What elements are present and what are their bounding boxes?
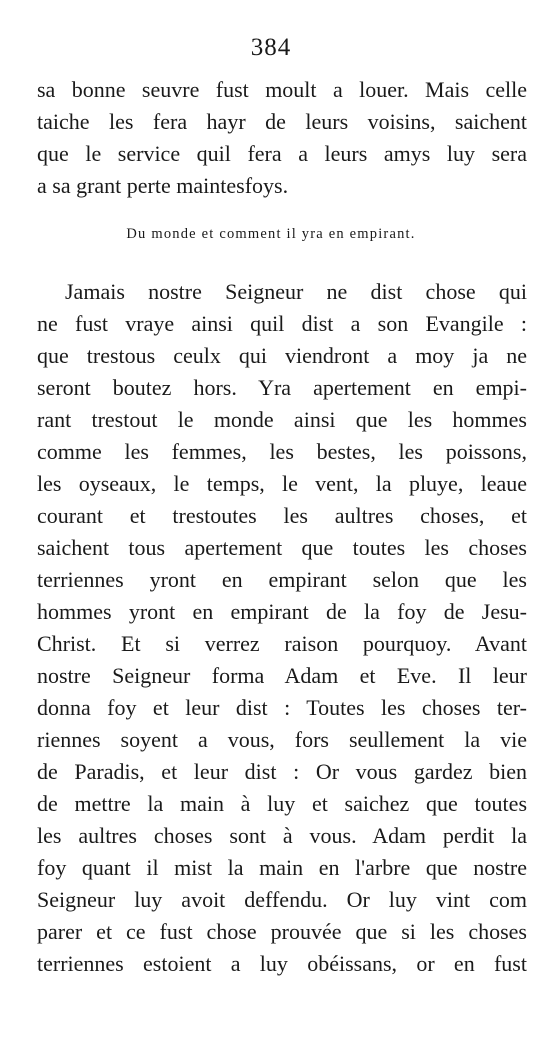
- text-line: de mettre la main à luy et saichez que toutes: [37, 791, 527, 816]
- text-line: riennes soyent a vous, fors seullement la vie: [37, 727, 527, 752]
- text-line: courant et trestoutes les aultres choses, et: [37, 503, 527, 528]
- text-line: taiche les fera hayr de leurs voisins, saichent: [37, 109, 527, 134]
- text-line: Christ. Et si verrez raison pourquoy. Avant: [37, 631, 527, 656]
- text-line: que le service quil fera a leurs amys luy sera: [37, 141, 527, 166]
- text-line: sa bonne seuvre fust moult a louer. Mais celle: [37, 77, 527, 102]
- text-line: donna foy et leur dist : Toutes les choses ter-: [37, 695, 527, 720]
- text-line: que trestous ceulx qui viendront a moy ja ne: [37, 343, 527, 368]
- text-line: les oyseaux, le temps, le vent, la pluye, leaue: [37, 471, 527, 496]
- text-line: parer et ce fust chose prouvée que si les choses: [37, 919, 527, 944]
- text-line: Jamais nostre Seigneur ne dist chose qui: [65, 279, 527, 304]
- page-number: 384: [250, 34, 292, 61]
- section-heading: Du monde et comment il yra en empirant.: [126, 226, 416, 242]
- text-line: hommes yront en empirant de la foy de Jesu-: [37, 599, 527, 624]
- text-line: saichent tous apertement que toutes les choses: [37, 535, 527, 560]
- text-line: ne fust vraye ainsi quil dist a son Evangile :: [37, 311, 527, 336]
- paragraph-continuation: [37, 74, 527, 202]
- text-line: rant trestout le monde ainsi que les hommes: [37, 407, 527, 432]
- text-line: comme les femmes, les bestes, les poissons,: [37, 439, 527, 464]
- paragraph-main: [37, 276, 527, 980]
- text-line: les aultres choses sont à vous. Adam perdit la: [37, 823, 527, 848]
- text-line: terriennes estoient a luy obéissans, or en fust: [37, 951, 527, 976]
- text-line: Seigneur luy avoit deffendu. Or luy vint com: [37, 887, 527, 912]
- text-line: a sa grant perte maintesfoys.: [37, 173, 289, 198]
- text-line: seront boutez hors. Yra apertement en empi-: [37, 375, 527, 400]
- text-line: nostre Seigneur forma Adam et Eve. Il leur: [37, 663, 527, 688]
- text-line: de Paradis, et leur dist : Or vous gardez bien: [37, 759, 527, 784]
- text-line: terriennes yront en empirant selon que les: [37, 567, 527, 592]
- text-line: foy quant il mist la main en l'arbre que nostre: [37, 855, 527, 880]
